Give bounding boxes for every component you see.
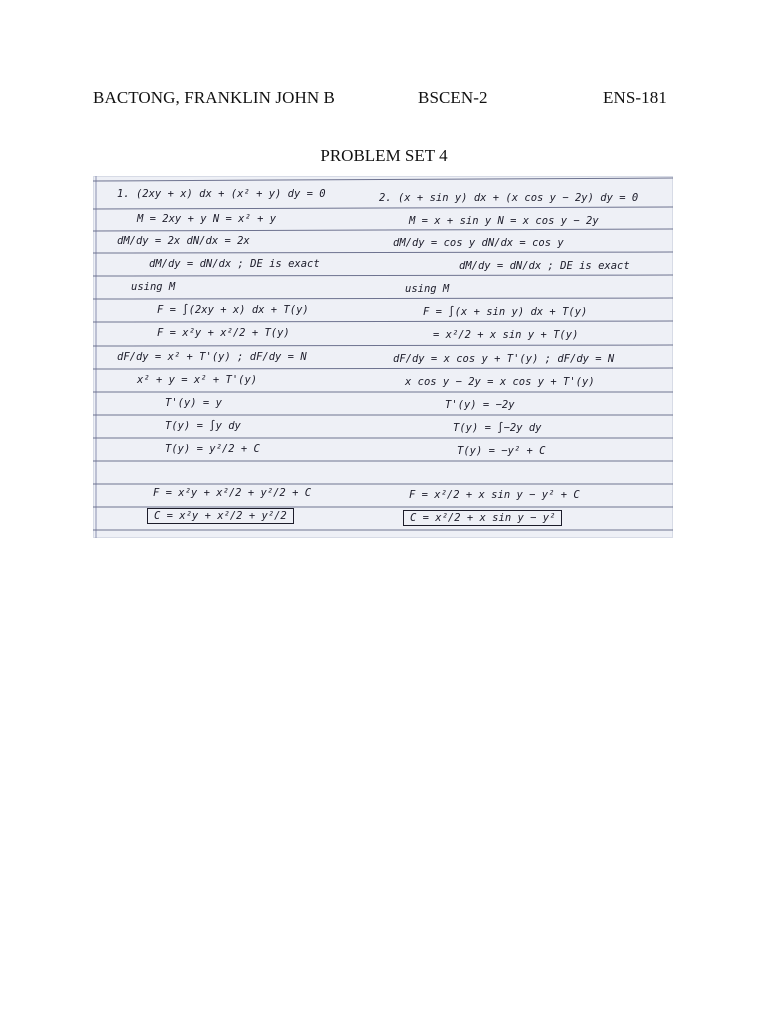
problem-1-answer-box: C = x²y + x²/2 + y²/2	[147, 508, 294, 524]
problem-1-integral: F = ∫(2xy + x) dx + T(y)	[157, 304, 309, 316]
problem-2-m-n: M = x + sin y N = x cos y − 2y	[409, 215, 599, 227]
problem-2-f: = x²/2 + x sin y + T(y)	[433, 329, 579, 341]
problem-1-t-integral: T(y) = ∫y dy	[165, 420, 241, 432]
problem-1-exact-check: dM/dy = dN/dx ; DE is exact	[149, 258, 320, 270]
problem-2-integral: F = ∫(x + sin y) dx + T(y)	[423, 306, 588, 318]
problem-1-f-final: F = x²y + x²/2 + y²/2 + C	[153, 487, 312, 499]
problem-2-t-prime: T'(y) = −2y	[445, 399, 515, 411]
handwritten-worksheet-photo	[93, 176, 673, 538]
student-name: BACTONG, FRANKLIN JOHN B	[93, 88, 335, 107]
problem-1-partials: dM/dy = 2x dN/dx = 2x	[117, 235, 250, 247]
problem-2-df-dy: dF/dy = x cos y + T'(y) ; dF/dy = N	[393, 353, 615, 365]
problem-1-equation: 1. (2xy + x) dx + (x² + y) dy = 0	[117, 188, 326, 200]
problem-1-m-n: M = 2xy + y N = x² + y	[137, 213, 277, 225]
problem-2-exact-check: dM/dy = dN/dx ; DE is exact	[459, 260, 630, 272]
problem-2-equation: 2. (x + sin y) dx + (x cos y − 2y) dy = 0	[379, 192, 639, 204]
problem-2-using-m: using M	[405, 283, 450, 295]
page-title: PROBLEM SET 4	[320, 146, 448, 165]
problem-1-df-dy: dF/dy = x² + T'(y) ; dF/dy = N	[117, 351, 307, 363]
subject-code: ENS-181	[603, 88, 667, 107]
problem-1-using-m: using M	[131, 281, 176, 293]
problem-1-equate: x² + y = x² + T'(y)	[137, 374, 258, 386]
problem-1-t-result: T(y) = y²/2 + C	[165, 443, 260, 455]
problem-2-t-integral: T(y) = ∫−2y dy	[453, 422, 542, 434]
problem-2-answer-box: C = x²/2 + x sin y − y²	[403, 510, 562, 526]
problem-2-t-result: T(y) = −y² + C	[457, 445, 546, 457]
problem-2-equate: x cos y − 2y = x cos y + T'(y)	[405, 376, 595, 388]
problem-2-f-final: F = x²/2 + x sin y − y² + C	[409, 489, 580, 501]
course-label: BSCEN-2	[418, 88, 488, 107]
problem-1-f: F = x²y + x²/2 + T(y)	[157, 327, 290, 339]
problem-1-t-prime: T'(y) = y	[165, 397, 222, 409]
problem-2-partials: dM/dy = cos y dN/dx = cos y	[393, 237, 564, 249]
